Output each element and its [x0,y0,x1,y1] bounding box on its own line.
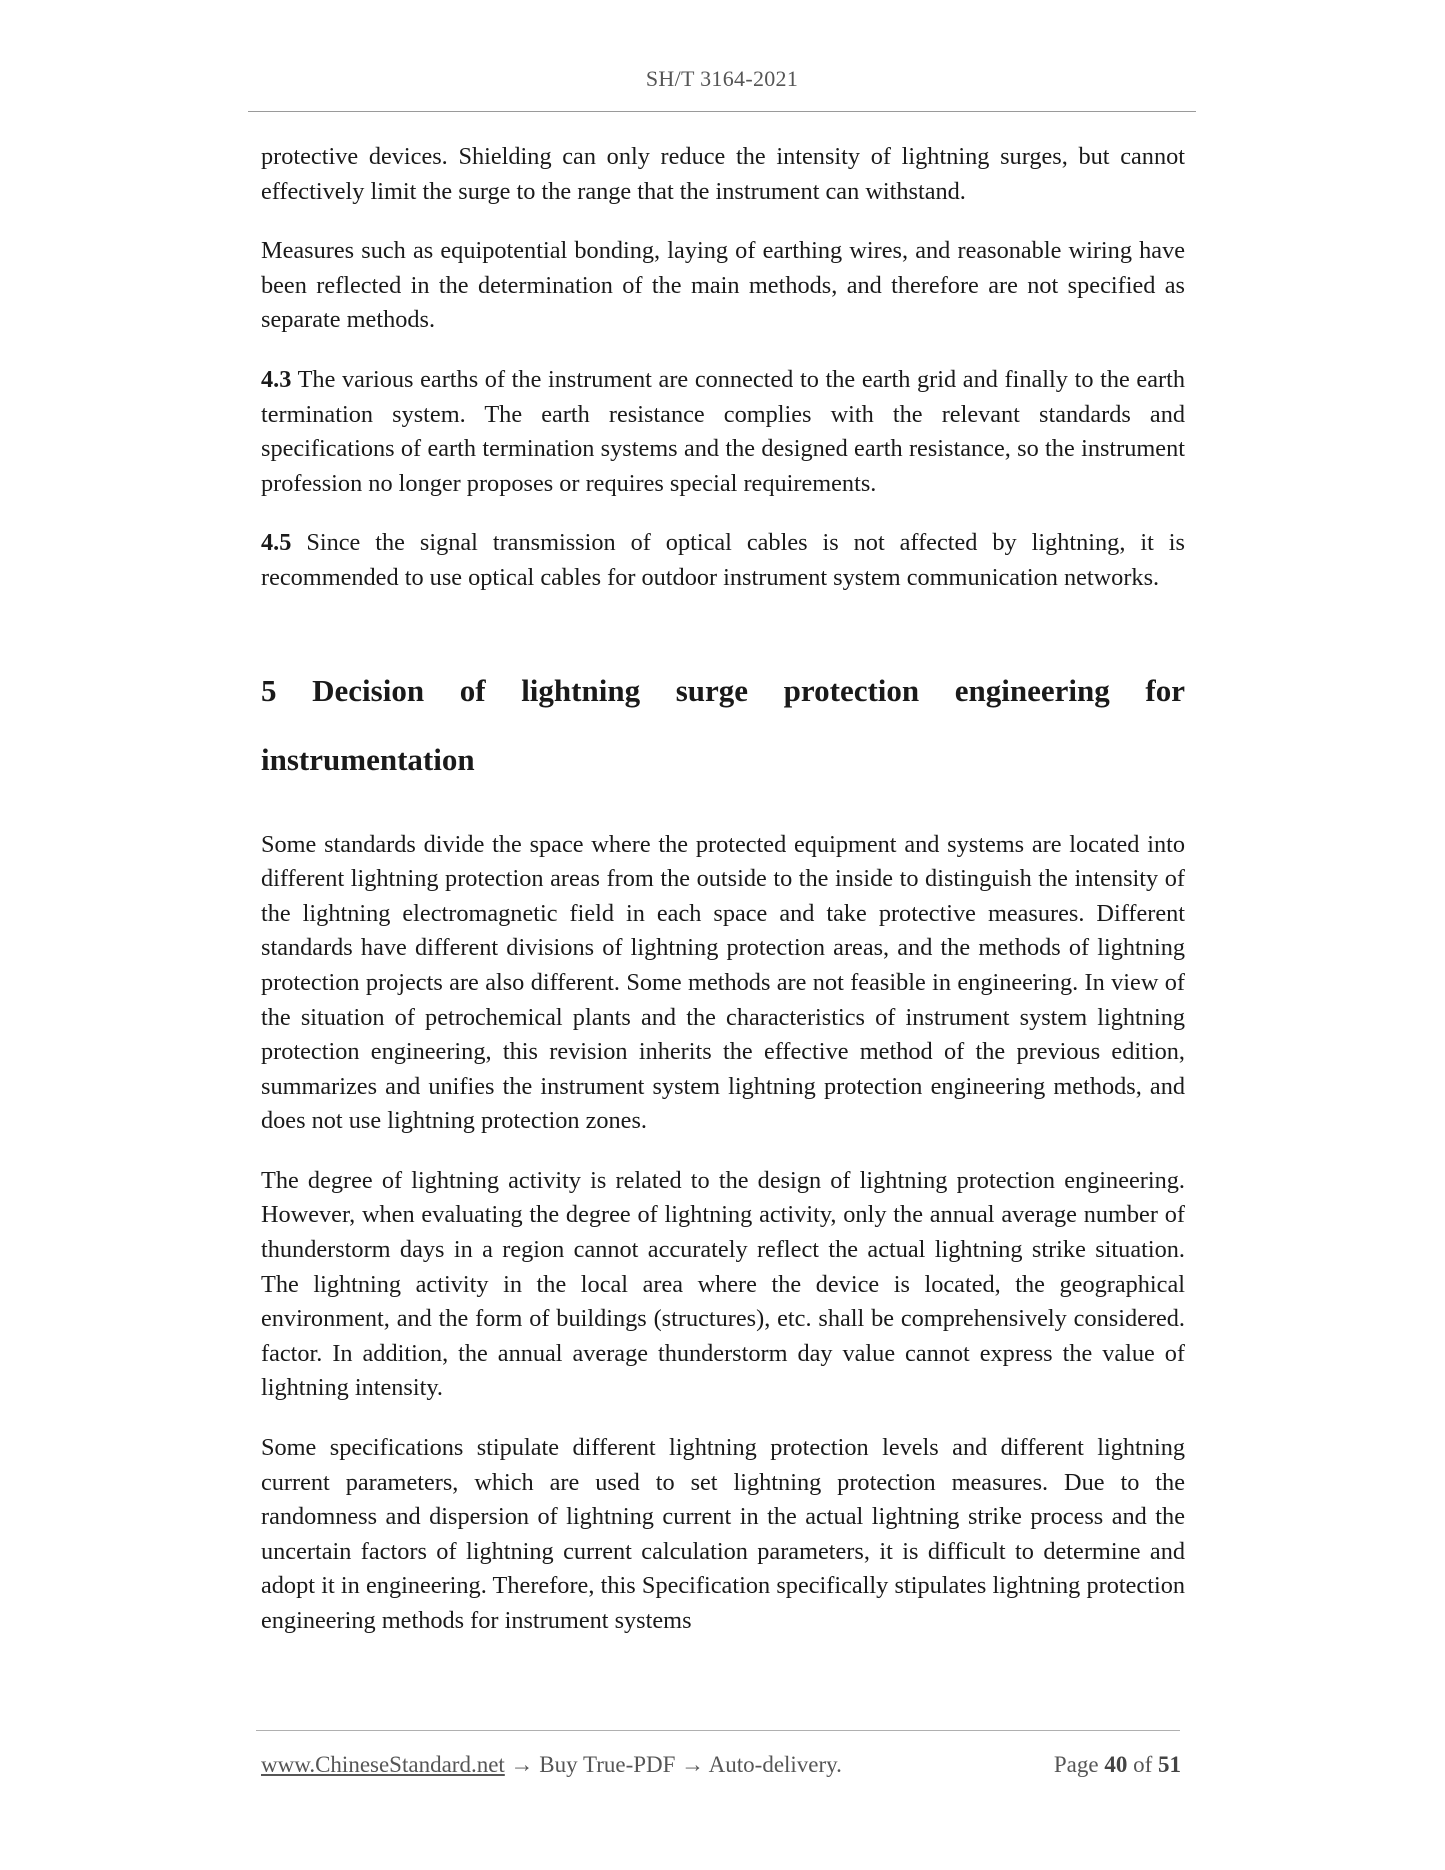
section-5-paragraph-2: The degree of lightning activity is related to the design of lightning protection engineering. However, when evaluating the degree of lightning activity, only the annual average number of thunderstorm days in a region cannot accurately reflect the actual lightning strike situation. The lightning activity in the local area where the device is located, the geographical environment, and the form of buildings (structures), etc. shall be comprehensively considered. factor. In addition, the annual average thunderstorm day value cannot express the value of lightning intensity. [261,1166,1185,1402]
section-spacer [261,794,1185,828]
header-divider [248,111,1196,112]
section-5-heading-line2: instrumentation [261,741,475,777]
page-current: 40 [1104,1752,1128,1777]
footer-promo-text: → Buy True-PDF → Auto-delivery. [504,1752,842,1777]
footer-promo [261,1752,842,1778]
page-label: Page [1053,1752,1099,1777]
section-5-heading-line1: 5 Decision of lightning surge protection engineering for [261,672,1185,708]
clause-4-3-number: 4.3 [261,365,292,393]
paragraph-intro-2: Measures such as equipotential bonding, laying of earthing wires, and reasonable wiring have been reflected in the determination of the main methods, and therefore are not specified as separate methods. [261,237,1185,334]
paragraph-intro-1: protective devices. Shielding can only reduce the intensity of lightning surges, but cannot effectively limit the surge to the range that the instrument can withstand. [261,143,1185,205]
footer-divider [256,1730,1180,1731]
section-5-paragraph-3: Some specifications stipulate different lightning protection levels and different lightning current parameters, which are used to set lightning protection measures. Due to the randomness and dispersion of lightning current in the actual lightning strike process and the uncertain factors of lightning current calculation parameters, it is difficult to determine and adopt it in engineering. Therefore, this Specification specifically stipulates lightning protection engineering methods for instrument systems [261,1434,1185,1634]
standard-code: SH/T 3164-2021 [645,66,799,91]
section-5-paragraph-1: Some standards divide the space where the protected equipment and systems are located into different lightning protection areas from the outside to the inside to distinguish the intensity of the lightning electromagnetic field in each space and take protective measures. Different standards have different divisions of lightning protection areas, and the methods of lightning protection projects are also different. Some methods are not feasible in engineering. In view of the situation of petrochemical plants and the characteristics of instrument system lightning protection engineering, this revision inherits the effective method of the previous edition, summarizes and unifies the instrument system lightning protection engineering methods, and does not use lightning protection zones. [261,830,1185,1135]
page-of: of [1133,1752,1153,1777]
site-link[interactable]: www.ChineseStandard.net [261,1752,505,1777]
clause-4-3-text: The various earths of the instrument are connected to the earth grid and finally to the earth termination system. The earth resistance complies with the relevant standards and specifications of earth termination systems and the designed earth resistance, so the instrument profession no longer proposes or requires special requirements. [261,365,1185,497]
section-5-heading [261,656,1185,794]
page-total: 51 [1158,1752,1181,1777]
page-header [248,66,1196,92]
page-number [1054,1752,1181,1778]
clause-4-5 [261,526,1185,595]
clause-4-5-text: Since the signal transmission of optical cables is not affected by lightning, it is recommended to use optical cables for outdoor instrument system communication networks. [261,529,1185,591]
document-body [261,140,1185,1664]
clause-4-3 [261,363,1185,501]
clause-4-5-number: 4.5 [261,529,292,557]
